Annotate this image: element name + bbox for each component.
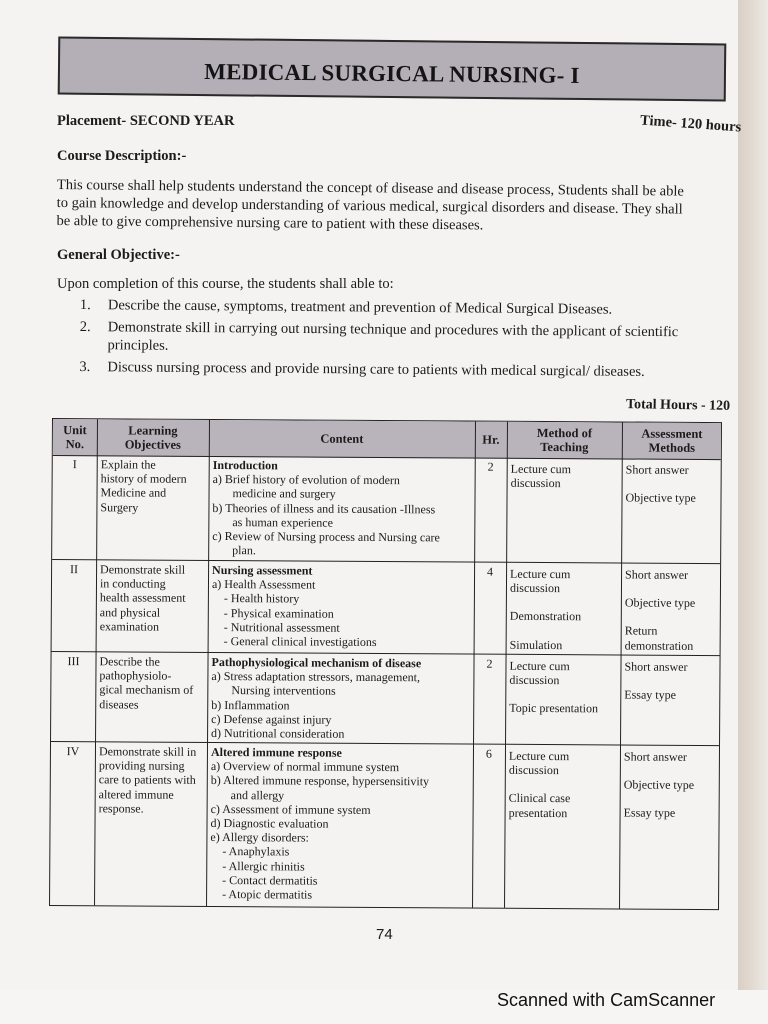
learning-objective-line: pathophysiolo- (99, 668, 172, 683)
header-content: Content (320, 431, 364, 446)
objective-text (107, 318, 678, 359)
assessment-method-cell (624, 660, 720, 703)
content-line: - General clinical investigations (223, 634, 377, 650)
page-number: 74 (376, 926, 393, 943)
assessment-method-line: Short answer (624, 659, 688, 674)
learning-objective-line: diseases (99, 696, 139, 712)
content-title: Nursing assessment (212, 562, 313, 578)
objective-number: 3. (79, 358, 91, 376)
course-description-line: to gain knowledge and develop understanding of various medical, surgical disorders and disease. They shall (56, 194, 683, 218)
teaching-method-cell (509, 749, 619, 820)
learning-objective-line: Surgery (100, 499, 139, 515)
content-cell (210, 745, 473, 903)
page-edge-shadow (738, 0, 768, 990)
hours-cell (475, 460, 507, 474)
objective-text (107, 358, 644, 381)
assessment-method-line (624, 674, 720, 689)
scanner-watermark: Scanned with CamScanner (497, 990, 716, 1010)
content-line: medicine and surgery (232, 486, 336, 502)
content-line: a) Brief history of evolution of modern (212, 472, 400, 488)
hours-cell (473, 657, 505, 671)
header-method-of-teaching: Method of Teaching (536, 425, 593, 455)
teaching-method-line: presentation (508, 805, 568, 820)
learning-objective-line: care to patients with (98, 772, 196, 788)
time-label: Time- 120 hours (639, 112, 742, 136)
hours-cell (474, 565, 506, 579)
learning-objective-cell (100, 562, 208, 634)
learning-objective-line: Medicine and (100, 485, 167, 501)
content-line: - Contact dermatitis (222, 872, 318, 888)
page-title: MEDICAL SURGICAL NURSING- I (204, 59, 580, 88)
teaching-method-line (509, 777, 619, 792)
course-description-heading: Course Description:- (57, 148, 187, 164)
teaching-method-line: discussion (509, 673, 560, 688)
content-line: d) Diagnostic evaluation (210, 815, 329, 831)
learning-objective-line: examination (99, 619, 160, 634)
assessment-method-line (626, 477, 722, 492)
hours-value: 2 (486, 656, 493, 671)
teaching-method-line (510, 623, 620, 638)
teaching-method-line: discussion (509, 581, 561, 596)
course-description-line: This course shall help students understand the concept of disease and disease process, Students shall be able (56, 176, 684, 200)
teaching-method-line: Simulation (509, 637, 563, 652)
content-title: Pathophysiological mechanism of disease (211, 654, 422, 671)
content-line: - Atopic dermatitis (222, 887, 313, 902)
learning-objective-line: in conducting (99, 576, 166, 591)
assessment-method-line (624, 764, 720, 779)
teaching-method-line (509, 687, 619, 702)
course-description-line: be able to give comprehensive nursing care to patient with these diseases. (56, 212, 484, 234)
assessment-method-line (625, 610, 721, 625)
teaching-method-line: Topic presentation (509, 701, 599, 716)
unit-number: IV (66, 744, 80, 759)
content-line: c) Defense against injury (211, 711, 332, 727)
learning-objective-line: history of modern (100, 471, 187, 487)
assessment-method-line (624, 792, 720, 807)
assessment-method-line: Short answer (625, 567, 689, 582)
header-learning-objectives: Learning Objectives (124, 423, 181, 452)
unit-number-cell (51, 744, 95, 758)
content-cell (211, 655, 474, 742)
unit-number: III (67, 654, 80, 669)
content-line: - Health history (223, 591, 300, 606)
assessment-method-line: demonstration (624, 638, 694, 653)
content-line: e) Allergy disorders: (210, 830, 309, 845)
objective-item (79, 358, 719, 382)
assessment-method-cell (625, 568, 722, 653)
content-line: c) Assessment of immune system (210, 801, 371, 817)
hours-cell (473, 747, 505, 761)
content-line: and allergy (230, 787, 285, 803)
content-line: as human experience (232, 514, 334, 530)
teaching-method-line: discussion (510, 476, 561, 491)
course-description (56, 176, 727, 237)
content-line: a) Overview of normal immune system (210, 759, 400, 775)
assessment-method-line: Objective type (624, 595, 696, 611)
column-divider (619, 422, 623, 908)
learning-objective-cell (99, 654, 207, 711)
content-title: Introduction (212, 457, 278, 473)
objective-text-line: Describe the cause, symptoms, treatment and prevention of Medical Surgical Diseases. (107, 297, 613, 318)
content-line: - Nutritional assessment (223, 619, 340, 635)
assessment-method-line: Short answer (623, 749, 687, 764)
content-line: c) Review of Nursing process and Nursing care (212, 528, 440, 545)
content-line: - Anaphylaxis (222, 844, 290, 859)
content-line: b) Inflammation (211, 697, 290, 713)
learning-objective-line: Explain the (100, 457, 156, 472)
general-objective-heading: General Objective:- (57, 247, 180, 263)
objective-text-line: Discuss nursing process and provide nursing care to patients with medical surgical/ diseases. (107, 359, 645, 380)
teaching-method-line: Lecture cum (510, 566, 571, 582)
title-banner (58, 37, 727, 102)
assessment-method-line: Return (624, 623, 658, 639)
teaching-method-cell (511, 462, 621, 491)
unit-number: II (70, 562, 79, 577)
assessment-method-line (625, 582, 721, 597)
learning-objective-line: health assessment (99, 590, 186, 606)
content-line: Nursing interventions (231, 683, 336, 699)
objective-text (108, 296, 612, 318)
assessment-method-line: Objective type (625, 490, 696, 506)
unit-number: I (72, 457, 77, 472)
teaching-method-line: discussion (508, 763, 559, 778)
teaching-method-cell (510, 567, 621, 652)
learning-objective-line: Demonstrate skill in (98, 744, 197, 759)
assessment-method-cell (625, 463, 721, 506)
header-unit-no: Unit No. (63, 423, 87, 452)
unit-number-cell (52, 562, 96, 576)
hours-value: 2 (487, 459, 494, 474)
header-assessment-methods: Assessment Methods (641, 426, 703, 455)
learning-objective-line: gical mechanism of (99, 682, 194, 698)
learning-objective-line: providing nursing (98, 758, 185, 774)
objective-item (79, 318, 719, 360)
content-cell (212, 563, 475, 650)
header-hr: Hr. (482, 432, 500, 447)
hours-value: 6 (485, 746, 493, 761)
teaching-method-cell (509, 659, 619, 716)
unit-number-cell (53, 457, 97, 471)
objective-list (79, 296, 720, 386)
objective-number: 2. (79, 318, 91, 336)
teaching-method-line: Lecture cum (510, 461, 572, 477)
objective-intro: Upon completion of this course, the students shall able to: (57, 276, 394, 292)
objective-text-line: principles. (107, 337, 169, 354)
objective-number: 1. (79, 296, 91, 314)
content-line: - Allergic rhinitis (222, 858, 305, 874)
content-title: Altered immune response (210, 744, 342, 760)
unit-number-cell (51, 654, 95, 668)
learning-objective-line: response. (98, 801, 144, 816)
teaching-method-line: Lecture cum (508, 748, 570, 764)
learning-objective-line: altered immune (98, 786, 174, 802)
placement-label: Placement- SECOND YEAR (57, 113, 235, 129)
teaching-method-line: Lecture cum (509, 658, 570, 674)
teaching-method-line (510, 595, 620, 610)
learning-objective-line: and physical (99, 604, 161, 620)
assessment-method-line: Short answer (625, 462, 689, 477)
content-line: - Physical examination (223, 605, 334, 621)
curriculum-table (49, 418, 722, 910)
assessment-method-cell (624, 750, 720, 821)
content-line: d) Nutritional consideration (211, 725, 345, 741)
content-cell (212, 458, 475, 559)
assessment-method-line: Essay type (624, 687, 677, 703)
teaching-method-line: Demonstration (509, 609, 582, 624)
total-hours: Total Hours - 120 (625, 397, 731, 414)
learning-objective-cell (99, 744, 207, 816)
objective-text-line: Demonstrate skill in carrying out nursing technique and procedures with the applicant of scientific (107, 319, 679, 341)
learning-objective-line: Demonstrate skill (100, 562, 186, 577)
content-line: a) Stress adaptation stressors, management, (211, 669, 421, 685)
hours-value: 4 (487, 564, 494, 579)
content-line: plan. (232, 543, 256, 558)
assessment-method-line: Essay type (623, 805, 676, 821)
learning-objective-cell (100, 457, 208, 514)
learning-objective-line: Describe the (99, 654, 160, 669)
teaching-method-line: Clinical case (508, 791, 571, 806)
content-line: b) Altered immune response, hypersensitivity (210, 773, 430, 789)
content-line: a) Health Assessment (211, 577, 316, 592)
assessment-method-line: Objective type (623, 777, 695, 793)
content-line: b) Theories of illness and its causation -Illness (212, 500, 436, 516)
